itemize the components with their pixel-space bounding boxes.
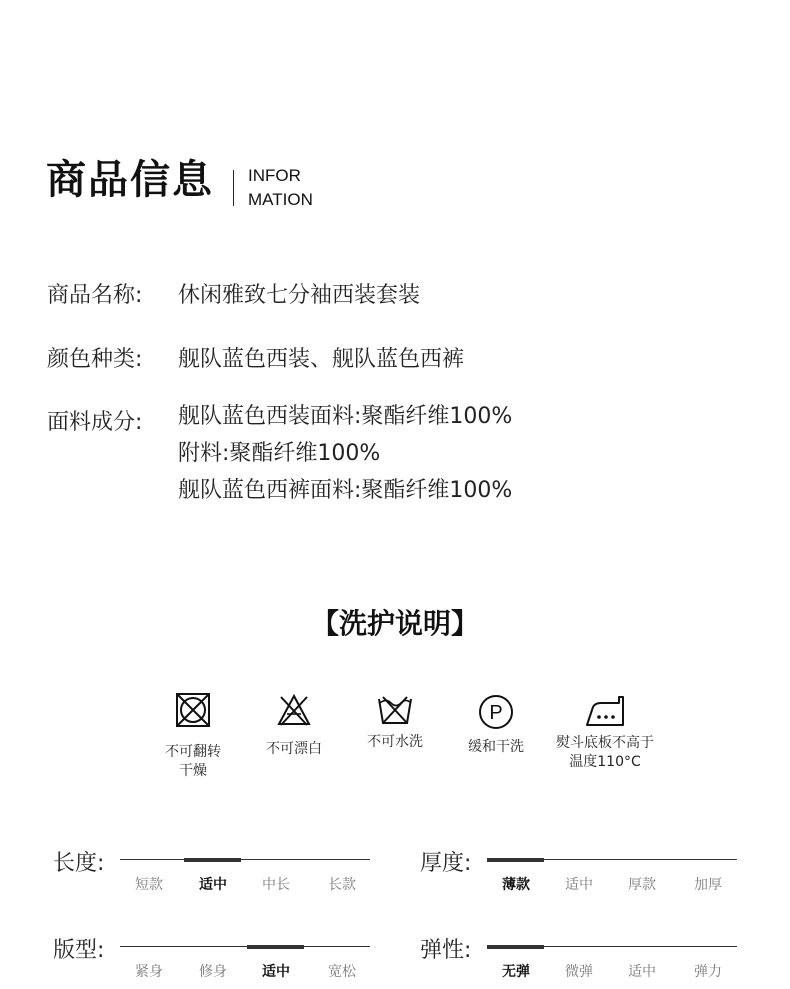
length-option: 中长 [262, 877, 290, 893]
fabric-line: 附料:聚酯纤维100% [178, 441, 381, 466]
no-wash-icon [377, 693, 413, 725]
length-track [120, 859, 370, 860]
fit-track [120, 946, 370, 947]
care-label-line: 不可水洗 [367, 734, 423, 750]
length-option-selected: 适中 [199, 877, 227, 893]
length-option: 短款 [135, 877, 163, 893]
care-label-line: 干燥 [179, 763, 207, 779]
fabric-list [178, 398, 512, 509]
color-label: 颜色种类: [47, 347, 143, 372]
length-option: 长款 [328, 877, 356, 893]
fabric-line: 舰队蓝色西裤面料:聚酯纤维100% [178, 478, 513, 503]
no-tumble-dry-icon [175, 692, 211, 728]
title-english-line-1: INFOR [248, 166, 301, 185]
thickness-indicator [487, 858, 544, 862]
stretch-option-selected: 无弹 [502, 964, 530, 980]
care-label [540, 734, 670, 772]
iron-icon [583, 693, 627, 727]
care-label-line: 温度110°C [569, 754, 641, 770]
no-bleach-icon [277, 694, 311, 726]
stretch-option: 弹力 [694, 964, 722, 980]
fit-option: 紧身 [135, 964, 163, 980]
care-label-line: 不可翻转 [165, 744, 221, 760]
product-name-label: 商品名称: [47, 283, 143, 308]
svg-text:P: P [489, 702, 503, 724]
care-label-line: 熨斗底板不高于 [556, 735, 654, 751]
fit-option: 宽松 [328, 964, 356, 980]
title-english [248, 164, 313, 212]
fit-label: 版型: [53, 938, 105, 963]
care-title: 【洗护说明】 [310, 607, 479, 640]
product-name-value: 休闲雅致七分袖西装套装 [178, 283, 421, 308]
stretch-indicator [487, 945, 544, 949]
care-label-line: 缓和干洗 [468, 739, 524, 755]
thickness-option: 加厚 [694, 877, 722, 893]
length-label: 长度: [53, 851, 105, 876]
thickness-label: 厚度: [420, 851, 472, 876]
care-label-line: 不可漂白 [266, 741, 322, 757]
stretch-option: 微弹 [565, 964, 593, 980]
fit-option-selected: 适中 [262, 964, 290, 980]
fit-option: 修身 [199, 964, 227, 980]
title-divider [233, 170, 234, 206]
color-value: 舰队蓝色西装、舰队蓝色西裤 [178, 347, 465, 372]
thickness-option-selected: 薄款 [502, 877, 530, 893]
stretch-label: 弹性: [420, 938, 472, 963]
title-english-line-2: MATION [248, 190, 313, 209]
stretch-option: 适中 [628, 964, 656, 980]
thickness-option: 适中 [565, 877, 593, 893]
length-indicator [184, 858, 241, 862]
fabric-line: 舰队蓝色西装面料:聚酯纤维100% [178, 404, 513, 429]
dry-clean-p-icon [478, 694, 514, 730]
care-item-iron [540, 693, 670, 772]
page-title: 商品信息 [46, 157, 214, 203]
thickness-option: 厚款 [628, 877, 656, 893]
fabric-label: 面料成分: [47, 410, 143, 435]
fit-indicator [247, 945, 304, 949]
